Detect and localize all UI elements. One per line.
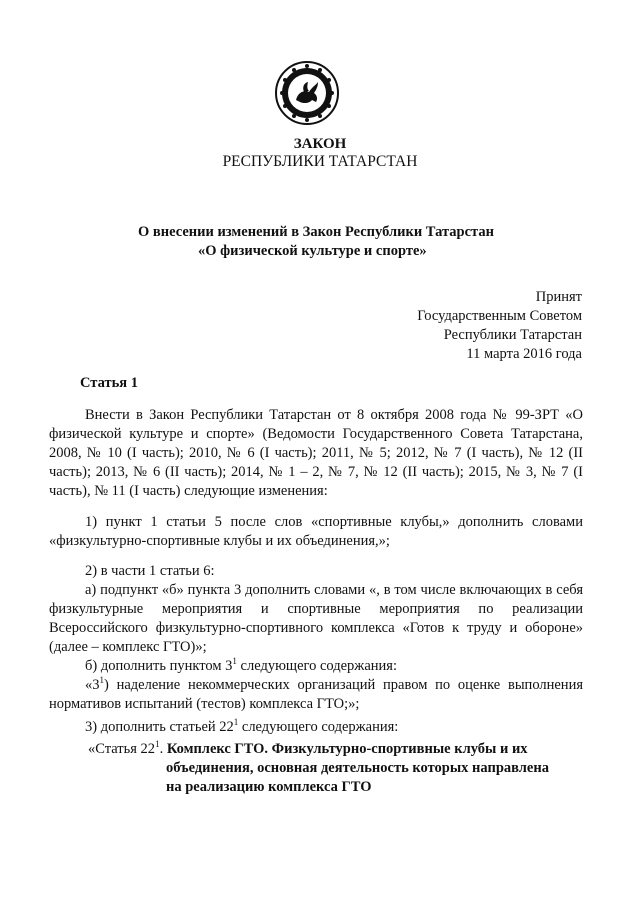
- article-heading: Статья 1: [80, 375, 138, 391]
- quote-text: ) наделение некоммерческих организаций правом по оценке выполнения нормативов испытаний (тестов) комплекса ГТО;»;: [49, 677, 583, 712]
- superscript: 1: [99, 675, 104, 686]
- adoption-line-2: Государственным Советом: [417, 308, 582, 324]
- law-subject-line-2: «О физической культуре и спорте»: [198, 243, 427, 259]
- item-3-text: 3) дополнить статьей 22: [85, 719, 234, 735]
- item-2-paragraph: 2) в части 1 статьи 6:: [85, 563, 215, 579]
- law-title: ЗАКОН: [293, 136, 347, 152]
- article-22-1-line-1: [88, 740, 583, 759]
- item-1-paragraph: 1) пункт 1 статьи 5 после слов «спортивные клубы,» дополнить словами «физкультурно-спортивные клубы и их объединения,»;: [49, 514, 583, 549]
- article-intro-block: [49, 406, 583, 501]
- superscript: 1: [233, 717, 239, 728]
- item-3-block: [49, 718, 583, 737]
- article-22-1-dot: .: [159, 741, 164, 757]
- law-subject-line-1: О внесении изменений в Закон Республики Татарстан: [138, 224, 494, 240]
- article-22-1-title-3: на реализацию комплекса ГТО: [166, 779, 372, 795]
- article-intro-paragraph: Внести в Закон Республики Татарстан от 8 октября 2008 года № 99-ЗРТ «О физической культуре и спорте» (Ведомости Государственного Совета Татарстана, 2008, № 10 (I часть); 2010, № 6 (I часть); 2011, № 5; 2012, № 7 (I часть), № 12 (II часть); 2013, № 6 (II часть); 2014, № 1 – 2, № 7, № 12 (II часть); 2015, № 3, № 7 (I часть), № 11 (I часть) следующие изменения:: [49, 407, 583, 499]
- item-2-block: [49, 562, 583, 714]
- item-3-text-end: следующего содержания:: [238, 719, 399, 735]
- item-2a-paragraph: а) подпункт «б» пункта 3 дополнить словами «, в том числе включающих в себя физкультурные мероприятия и спортивные мероприятия по реализации Всероссийского физкультурно-спортивного комплекса «Готов к труду и обороне» (далее – комплекс ГТО)»;: [49, 582, 583, 655]
- adoption-block: [417, 288, 582, 364]
- item-2b-text: б) дополнить пунктом 3: [85, 658, 233, 674]
- article-22-1-label: «Статья 22: [88, 741, 156, 757]
- adoption-line-1: Принят: [535, 289, 582, 305]
- superscript: 1: [232, 656, 237, 667]
- item-2b-paragraph: [49, 657, 583, 676]
- article-22-1-heading: [88, 740, 583, 797]
- adoption-date: 11 марта 2016 года: [466, 346, 582, 362]
- item-3-paragraph: [49, 718, 583, 737]
- article-22-1-title-1: Комплекс ГТО. Физкультурно-спортивные клубы и их: [166, 741, 528, 757]
- item-2b-quote-paragraph: [49, 676, 583, 714]
- tatarstan-emblem-icon: [274, 60, 340, 126]
- item-1-block: [49, 513, 583, 551]
- superscript: 1: [155, 739, 160, 750]
- item-2b-text-end: следующего содержания:: [236, 658, 397, 674]
- adoption-line-3: Республики Татарстан: [443, 327, 582, 343]
- republic-title: РЕСПУБЛИКИ ТАТАРСТАН: [222, 153, 418, 170]
- article-22-1-title-2: объединения, основная деятельность которых направлена: [166, 760, 549, 776]
- quote-open: «3: [85, 677, 100, 693]
